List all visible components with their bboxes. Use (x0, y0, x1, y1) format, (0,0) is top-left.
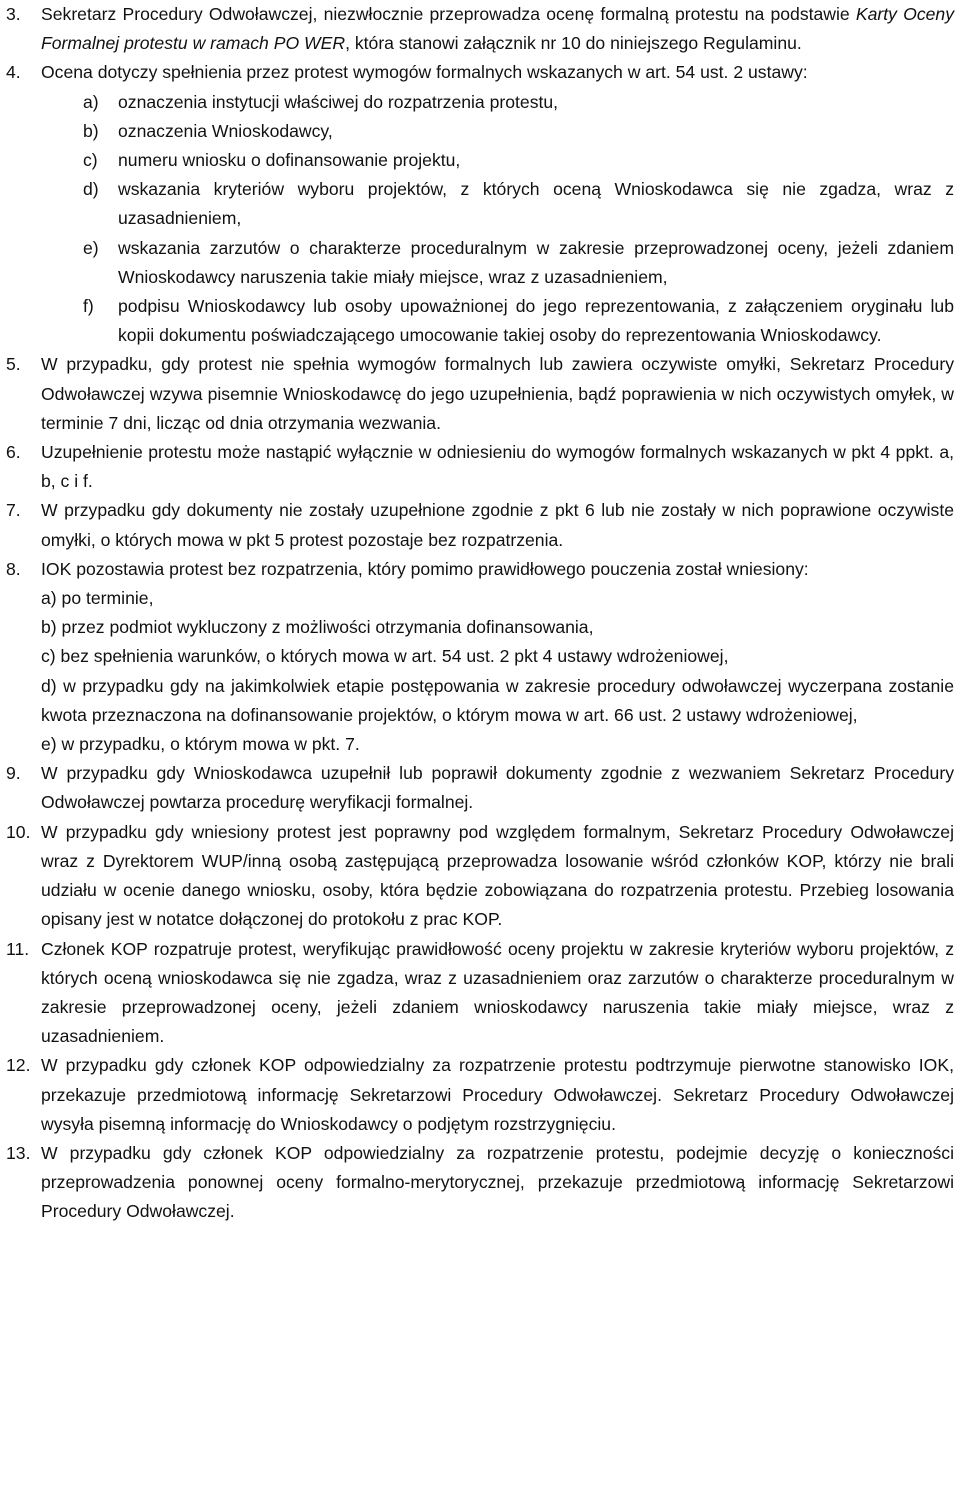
item-text: Członek KOP rozpatruje protest, weryfikując prawidłowość oceny projektu w zakresie kryteriów wyboru projektów, z których oceną wnioskodawca się nie zgadza, wraz z uzasadnieniem oraz zarzutów o charakterze proceduralnym w zakresie przeprowadzonej oceny, jeżeli zdaniem wnioskodawcy naruszenia takie miały miejsce, wraz z uzasadnieniem. (41, 938, 954, 1047)
item-text: W przypadku gdy Wnioskodawca uzupełnił lub poprawił dokumenty zgodnie z wezwaniem Sekretarz Procedury Odwoławczej powtarza procedurę weryfikacji formalnej. (41, 763, 954, 813)
item-number: 9. (6, 763, 21, 784)
sub-list (41, 584, 954, 759)
sub-list (41, 88, 954, 351)
list-item-12 (6, 1051, 954, 1139)
sub-item-text: numeru wniosku o dofinansowanie projektu, (118, 150, 461, 171)
item-text: W przypadku gdy członek KOP odpowiedzialny za rozpatrzenie protestu podtrzymuje pierwotne stanowisko IOK, przekazuje przedmiotową informację Sekretarzowi Procedury Odwoławczej. Sekretarz Procedury Odwoławczej wysyła pisemną informację do Wnioskodawcy o podjętym rozstrzygnięciu. (41, 1055, 954, 1134)
item-text: Sekretarz Procedury Odwoławczej, niezwłocznie przeprowadza ocenę formalną protestu na podstawie (41, 4, 856, 24)
list-item-4 (6, 58, 954, 350)
sub-item-c: c) bez spełnienia warunków, o których mowa w art. 54 ust. 2 pkt 4 ustawy wdrożeniowej, (41, 646, 729, 667)
item-number: 6. (6, 442, 21, 463)
item-number: 5. (6, 354, 21, 375)
item-number: 3. (6, 4, 21, 24)
item-text: IOK pozostawia protest bez rozpatrzenia, który pomimo prawidłowego pouczenia został wniesiony: (41, 558, 809, 579)
item-number: 10. (6, 821, 31, 842)
sub-item-a (6, 88, 954, 117)
list-item-11 (6, 935, 954, 1052)
sub-item-e: e) w przypadku, o którym mowa w pkt. 7. (41, 734, 360, 755)
list-item-6 (6, 438, 954, 496)
list-item-10 (6, 818, 954, 935)
sub-item-letter: e) (83, 237, 99, 258)
item-text: W przypadku gdy członek KOP odpowiedzialny za rozpatrzenie protestu, podejmie decyzję o konieczności przeprowadzenia ponownej oceny formalno-merytorycznej, przekazuje przedmiotową informację Sekretarzowi Procedury Odwoławczej. (41, 1142, 954, 1222)
sub-item-c (6, 146, 954, 175)
sub-item-d (6, 175, 954, 233)
numbered-list (6, 0, 954, 1227)
sub-item-text: wskazania kryteriów wyboru projektów, z których oceną Wnioskodawca się nie zgadza, wraz z uzasadnieniem, (118, 179, 954, 229)
sub-item-text: oznaczenia Wnioskodawcy, (118, 120, 333, 141)
item-number: 8. (6, 558, 21, 579)
list-item-3 (6, 0, 954, 58)
sub-item-text: oznaczenia instytucji właściwej do rozpatrzenia protestu, (118, 91, 559, 112)
sub-item-f (6, 292, 954, 350)
sub-item-letter: a) (83, 91, 99, 112)
sub-item-b: b) przez podmiot wykluczony z możliwości otrzymania dofinansowania, (41, 617, 594, 638)
item-text: W przypadku gdy wniesiony protest jest poprawny pod względem formalnym, Sekretarz Procedury Odwoławczej wraz z Dyrektorem WUP/inną osobą zastępującą przeprowadza losowanie wśród członków KOP, którzy nie brali udziału w ocenie danego wniosku, osoby, która będzie zobowiązana do rozpatrzenia protestu. Przebieg losowania opisany jest w notatce dołączonej do protokołu z prac KOP. (41, 821, 954, 930)
list-item-13 (6, 1139, 954, 1227)
item-number: 7. (6, 500, 21, 521)
sub-item-letter: b) (83, 120, 99, 141)
sub-item-text: wskazania zarzutów o charakterze proceduralnym w zakresie przeprowadzonej oceny, jeżeli zdaniem Wnioskodawcy naruszenia takie miały miejsce, wraz z uzasadnieniem, (118, 237, 954, 287)
sub-item-b (6, 117, 954, 146)
sub-item-letter: c) (83, 150, 98, 171)
sub-item-a: a) po terminie, (41, 588, 154, 609)
item-text-tail: , która stanowi załącznik nr 10 do niniejszego Regulaminu. (345, 33, 802, 54)
sub-item-e (6, 234, 954, 292)
sub-item-letter: f) (83, 296, 94, 317)
item-text: Uzupełnienie protestu może nastąpić wyłącznie w odniesieniu do wymogów formalnych wskazanych w pkt 4 ppkt. a, b, c i f. (41, 442, 954, 492)
item-text: Ocena dotyczy spełnienia przez protest wymogów formalnych wskazanych w art. 54 ust. 2 ustawy: (41, 62, 808, 83)
item-number: 4. (6, 62, 21, 83)
item-text: W przypadku, gdy protest nie spełnia wymogów formalnych lub zawiera oczywiste omyłki, Sekretarz Procedury Odwoławczej wzywa pisemnie Wnioskodawcę do jego uzupełnienia, bądź poprawienia w nich oczywistych omyłek, w terminie 7 dni, licząc od dnia otrzymania wezwania. (41, 354, 954, 433)
sub-item-letter: d) (83, 179, 99, 200)
item-text: W przypadku gdy dokumenty nie zostały uzupełnione zgodnie z pkt 6 lub nie zostały w nich poprawione oczywiste omyłki, o których mowa w pkt 5 protest pozostaje bez rozpatrzenia. (41, 500, 954, 550)
item-number: 13. (6, 1142, 31, 1163)
list-item-9 (6, 759, 954, 817)
item-italic-text: Karty Oceny Formalnej protestu w ramach PO WER (41, 4, 954, 54)
list-item-7 (6, 496, 954, 554)
sub-item-d: d) w przypadku gdy na jakimkolwiek etapie postępowania w zakresie procedury odwoławczej wyczerpana zostanie kwota przeznaczona na dofinansowanie projektów, o którym mowa w art. 66 ust. 2 ustawy wdrożeniowej, (41, 675, 954, 725)
list-item-5 (6, 350, 954, 438)
item-number: 12. (6, 1055, 31, 1076)
list-item-8 (6, 555, 954, 759)
item-number: 11. (6, 938, 30, 959)
sub-item-text: podpisu Wnioskodawcy lub osoby upoważnionej do jego reprezentowania, z załączeniem oryginału lub kopii dokumentu poświadczającego umocowanie takiej osoby do reprezentowania Wnioskodawcy. (118, 296, 954, 346)
